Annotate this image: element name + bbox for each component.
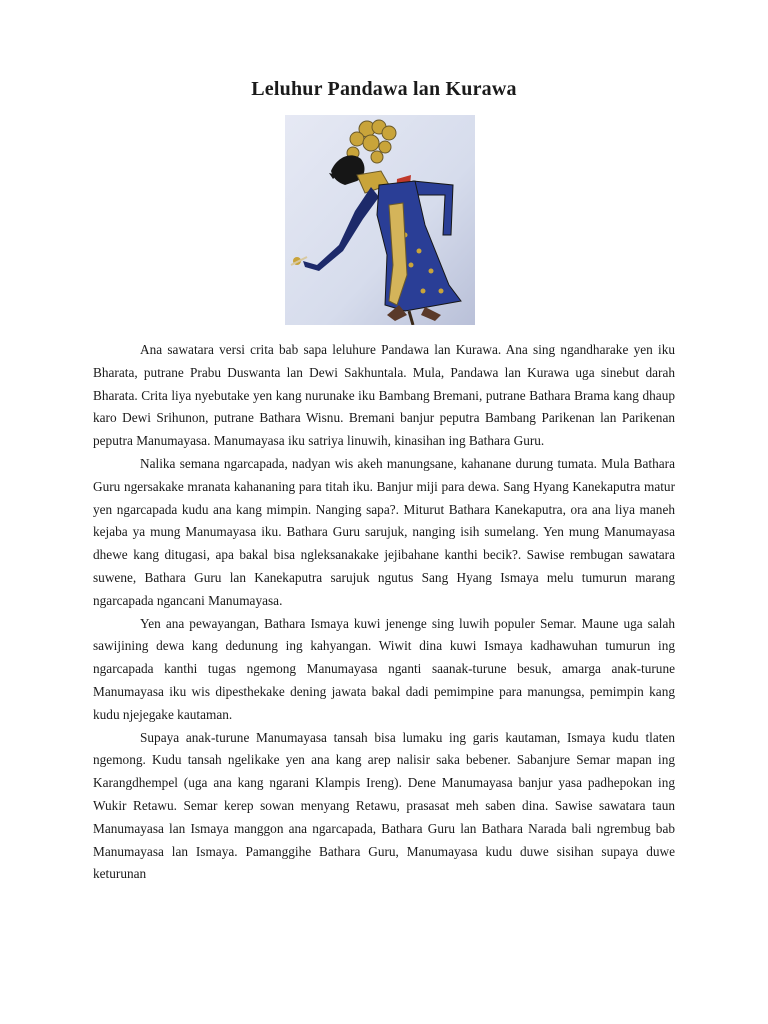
body-text <box>93 339 675 886</box>
page-title: Leluhur Pandawa lan Kurawa <box>251 78 517 100</box>
wayang-puppet-icon <box>285 115 475 325</box>
paragraph: Nalika semana ngarcapada, nadyan wis akeh manungsane, kahanane durung tumata. Mula Bathara Guru ngersakake mranata kahananing para titah iku. Banjur miji para dewa. Sang Hyang Kanekaputra matur yen ngarcapada kudu ana kang mimpin. Nanging sapa?. Miturut Bathara Kanekaputra, ora ana liya maneh kejaba ya mung Manumayasa iku. Bathara Guru sarujuk, nanging isih sumelang. Yen mung Manumayasa dhewe kang ditugasi, apa bakal bisa ngleksanakake jejibahane kanthi becik?. Sawise rembugan sawatara suwene, Bathara Guru lan Kanekaputra sarujuk ngutus Sang Hyang Ismaya melu tumurun marang ngarcapada ngancani Manumayasa. <box>93 455 675 608</box>
paragraph: Supaya anak-turune Manumayasa tansah bisa lumaku ing garis kautaman, Ismaya kudu tlaten ngemong. Kudu tansah ngelikake yen ana kang arep nalisir saka bebener. Sabanjure Semar mapan ing Karangdhempel (uga ana kang ngarani Klampis Ireng). Dene Manumayasa banjur yasa padhepokan ing Wukir Retawu. Semar kerep sowan menyang Retawu, prasasat meh saben dina. Sawise sawatara taun Manumayasa lan Ismaya manggon ana ngarcapada, Bathara Guru lan Bathara Narada bali ngrembug bab Manumayasa lan Ismaya. Pamanggihe Bathara Guru, Manumayasa kudu duwe sisihan supaya duwe keturunan <box>93 729 675 882</box>
paragraph: Yen ana pewayangan, Bathara Ismaya kuwi jenenge sing luwih populer Semar. Maune uga salah sawijining dewa kang dedunung ing kahyangan. Wiwit dina kuwi Ismaya kadhawuhan tumurun ing ngarcapada kanthi tugas ngemong Manumayasa nganti saanak-turune besuk, amarga anak-turune Manumayasa iku wis dipesthekake dening jawata bakal dadi pemimpine para manungsa, pemimpin kang kudu njejegake kautaman. <box>93 615 675 722</box>
paragraph: Ana sawatara versi crita bab sapa leluhure Pandawa lan Kurawa. Ana sing ngandharake yen iku Bharata, putrane Prabu Duswanta lan Dewi Sakhuntala. Mula, Pandawa lan Kurawa uga sinebut darah Bharata. Crita liya nyebutake yen kang nurunake iku Bambang Bremani, putrane Bathara Brama kang dhaup karo Dewi Srihunon, putrane Bathara Wisnu. Bremani banjur peputra Bambang Parikenan lan Parikenan peputra Manumayasa. Manumayasa iku satriya linuwih, kinasihan ing Bathara Guru. <box>93 342 675 449</box>
wayang-puppet-image <box>285 115 475 325</box>
